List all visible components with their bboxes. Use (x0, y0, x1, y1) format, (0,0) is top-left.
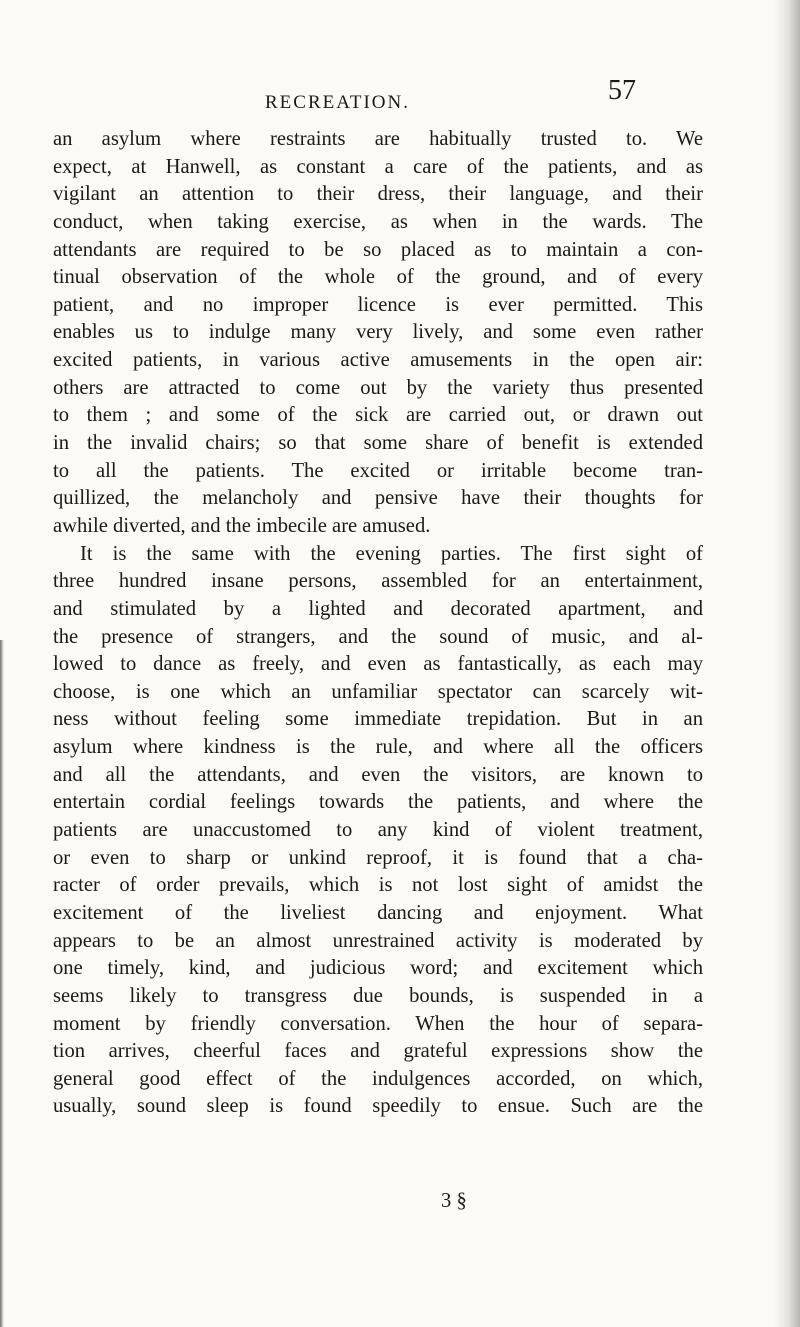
text-line: tinual observation of the whole of the ground, and of every (53, 266, 703, 289)
page-number: 57 (608, 75, 636, 106)
text-line: asylum where kindness is the rule, and where all the officers (53, 736, 703, 759)
text-line: and all the attendants, and even the visitors, are known to (53, 763, 703, 786)
text-line: lowed to dance as freely, and even as fantastically, as each may (53, 653, 703, 676)
text-line: appears to be an almost unrestrained activity is moderated by (53, 929, 703, 952)
text-line: choose, is one which an unfamiliar spectator can scarcely wit- (53, 680, 703, 703)
paragraph-end-line: awhile diverted, and the imbecile are amused. (53, 514, 431, 537)
text-line: to all the patients. The excited or irritable become tran- (53, 459, 703, 482)
page-footer (53, 1187, 703, 1215)
text-line: quillized, the melancholy and pensive have their thoughts for (53, 487, 703, 510)
text-line: and stimulated by a lighted and decorated apartment, and (53, 597, 703, 620)
text-line: attendants are required to be so placed as to maintain a con- (53, 238, 703, 261)
text-line: entertain cordial feelings towards the patients, and where the (53, 791, 703, 814)
text-line: enables us to indulge many very lively, and some even rather (53, 321, 703, 344)
running-head (90, 75, 670, 118)
running-title: RECREATION. (265, 92, 410, 113)
text-line: excitement of the liveliest dancing and enjoyment. What (53, 901, 703, 924)
text-line: tion arrives, cheerful faces and grateful expressions show the (53, 1040, 703, 1063)
text-line: vigilant an attention to their dress, their language, and their (53, 183, 703, 206)
text-line: excited patients, in various active amusements in the open air: (53, 349, 703, 372)
text-line: patients are unaccustomed to any kind of violent treatment, (53, 819, 703, 842)
text-line: patient, and no improper licence is ever permitted. This (53, 293, 703, 316)
text-line: to them ; and some of the sick are carried out, or drawn out (53, 404, 703, 427)
text-line: others are attracted to come out by the variety thus presented (53, 376, 703, 399)
text-line: or even to sharp or unkind reproof, it is found that a cha- (53, 846, 703, 869)
text-line: ness without feeling some immediate trepidation. But in an (53, 708, 703, 731)
page-edge-shadow (0, 640, 4, 1327)
text-line: moment by friendly conversation. When the hour of separa- (53, 1012, 703, 1035)
text-line: three hundred insane persons, assembled for an entertainment, (53, 570, 703, 593)
body-text (53, 126, 703, 1121)
page-gutter-shadow (774, 0, 800, 1327)
text-line: the presence of strangers, and the sound of music, and al- (53, 625, 703, 648)
signature-mark: 3 § (441, 1190, 467, 1212)
text-line: an asylum where restraints are habitually trusted to. We (53, 128, 703, 150)
text-line: racter of order prevails, which is not lost sight of amidst the (53, 874, 703, 897)
text-line: general good effect of the indulgences accorded, on which, (53, 1067, 703, 1090)
text-line: conduct, when taking exercise, as when in the wards. The (53, 210, 703, 233)
text-line: in the invalid chairs; so that some share of benefit is extended (53, 432, 703, 455)
text-line: expect, at Hanwell, as constant a care of the patients, and as (53, 155, 703, 178)
text-line: seems likely to transgress due bounds, is suspended in a (53, 984, 703, 1007)
paragraph-first-line: It is the same with the evening parties. The first sight of (80, 542, 703, 565)
text-line: usually, sound sleep is found speedily to ensue. Such are the (53, 1095, 703, 1118)
text-line: one timely, kind, and judicious word; and excitement which (53, 957, 703, 980)
